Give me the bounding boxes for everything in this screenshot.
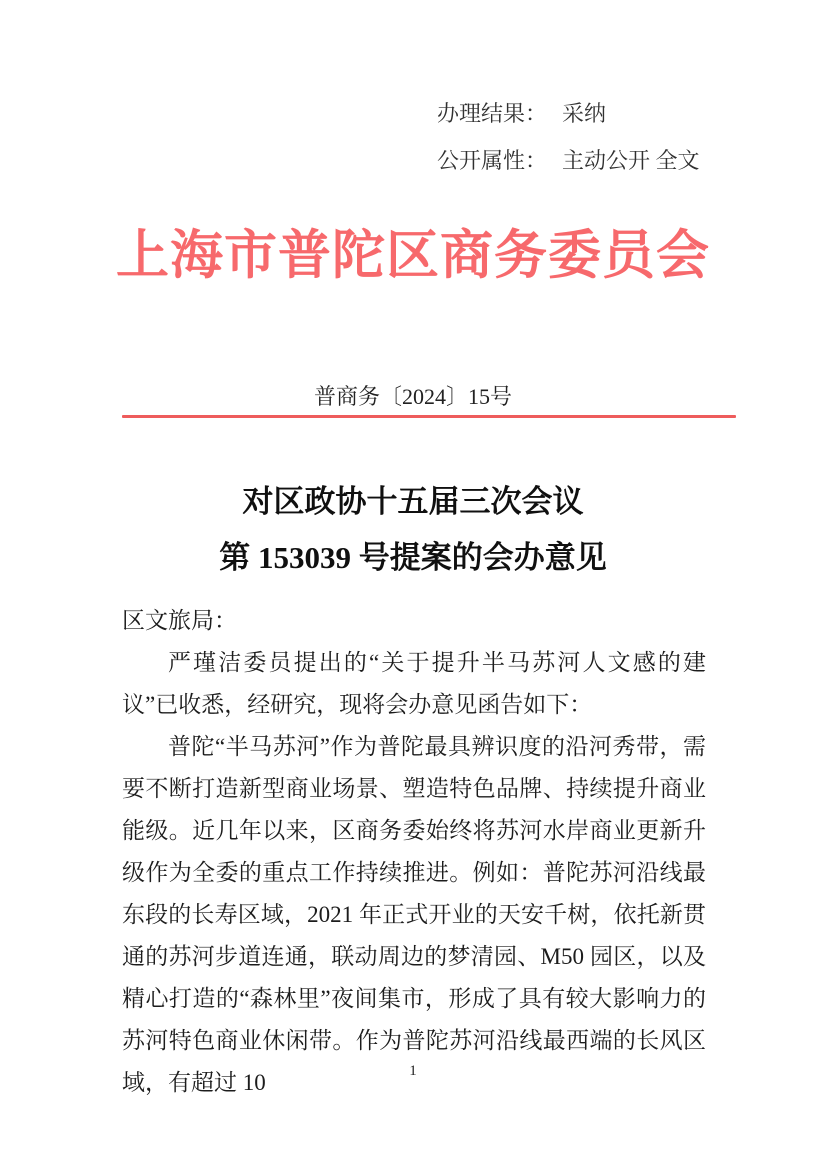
result-value: 采纳 [562,101,607,126]
body-paragraph-2: 普陀“半马苏河”作为普陀最具辨识度的沿河秀带，需要不断打造新型商业场景、塑造特色品牌、持续提升商业能级。近几年以来，区商务委始终将苏河水岸商业更新升级作为全委的重点工作持续推进。例如：普陀苏河沿线最东段的长寿区域，2021 年正式开业的天安千树，依托新贯通的苏河步道连通，联动周边的梦清园、M50 园区，以及精心打造的“森林里”夜间集市，形成了具有较大影响力的苏河特色商业休闲带。作为普陀苏河沿线最西端的长风区域，有超过 10 [122,734,706,1095]
page-number: 1 [409,1063,417,1079]
publicity-label: 公开属性： [437,148,548,173]
body-paragraph-1: 严瑾洁委员提出的“关于提升半马苏河人文感的建议”已收悉，经研究，现将会办意见函告如下： [122,650,706,717]
salutation: 区文旅局： [122,608,237,633]
org-letterhead-title: 上海市普陀区商务委员会 [116,227,710,285]
publicity-value: 主动公开 全文 [562,148,700,173]
doc-body [122,600,706,1104]
meta-row-result [437,90,700,137]
doc-title [0,474,826,586]
doc-title-line-1: 对区政协十五届三次会议 [242,484,584,519]
meta-row-publicity [437,137,700,184]
doc-title-line-2: 第 153039 号提案的会办意见 [219,540,607,575]
meta-block [437,90,700,184]
result-label: 办理结果： [437,101,548,126]
doc-number: 普商务〔2024〕15号 [313,384,512,409]
red-divider-line [122,415,736,418]
